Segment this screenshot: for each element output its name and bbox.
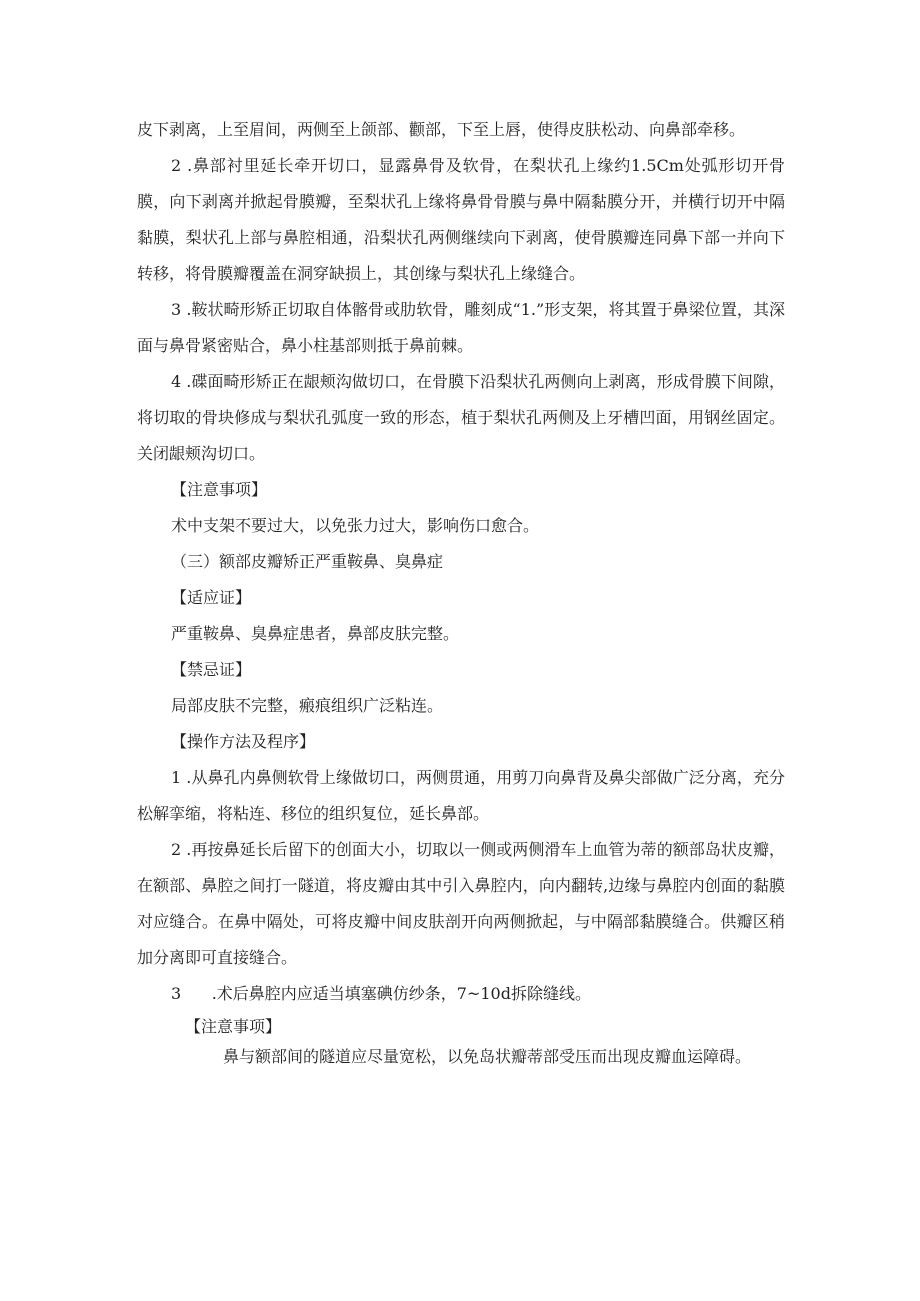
heading-precautions-2: 【注意事项】	[185, 1017, 282, 1036]
document-body	[137, 112, 785, 1072]
heading-contraindications: 【禁忌证】	[171, 660, 252, 679]
paragraph-precautions-2: 鼻与额部间的隧道应尽量宽松，以免岛状瓣蒂部受压而出现皮瓣血运障碍。	[223, 1047, 752, 1066]
paragraph-procedure-step-1: 1 .从鼻孔内鼻侧软骨上缘做切口，两侧贯通，用剪刀向鼻背及鼻尖部做广泛分离，充分松解挛缩，将粘连、移位的组织复位，延长鼻部。	[137, 768, 785, 823]
heading-indications: 【适应证】	[171, 588, 252, 607]
section-title-forehead-flap: （三）额部皮瓣矫正严重鞍鼻、臭鼻症	[171, 552, 444, 571]
paragraph-procedure-step-2: 2 .再按鼻延长后留下的创面大小，切取以一侧或两侧滑车上血管为蒂的额部岛状皮瓣，在额部、鼻腔之间打一隧道，将皮瓣由其中引入鼻腔内，向内翻转,边缘与鼻腔内创面的黏膜对应缝合。在鼻中隔处，可将皮瓣中间皮肤剖开向两侧掀起，与中隔部黏膜缝合。供瓣区稍加分离即可直接缝合。	[137, 840, 785, 967]
paragraph-step-4-dish-face: 4 .碟面畸形矫正在龈颊沟做切口，在骨膜下沿梨状孔两侧向上剥离，形成骨膜下间隙，将切取的骨块修成与梨状孔弧度一致的形态，植于梨状孔两侧及上牙槽凹面，用钢丝固定。关闭龈颊沟切口。	[137, 372, 785, 463]
paragraph-precautions-1: 术中支架不要过大，以免张力过大，影响伤口愈合。	[171, 516, 540, 535]
paragraph-skin-dissection: 皮下剥离，上至眉间，两侧至上颌部、颧部，下至上唇，使得皮肤松动、向鼻部牵移。	[137, 120, 746, 139]
paragraph-step-2-lining: 2 .鼻部衬里延长牵开切口，显露鼻骨及软骨，在梨状孔上缘约1.5Cm处弧形切开骨膜，向下剥离并掀起骨膜瓣，至梨状孔上缘将鼻骨骨膜与鼻中隔黏膜分开，并横行切开中隔黏膜，梨状孔上部与鼻腔相通，沿梨状孔两侧继续向下剥离，使骨膜瓣连同鼻下部一并向下转移，将骨膜瓣覆盖在洞穿缺损上，其创缘与梨状孔上缘缝合。	[137, 156, 785, 283]
paragraph-procedure-step-3: 3 .术后鼻腔内应适当填塞碘仿纱条，7~10d拆除缝线。	[171, 984, 591, 1003]
paragraph-contraindications: 局部皮肤不完整，瘢痕组织广泛粘连。	[171, 696, 444, 715]
heading-precautions-1: 【注意事项】	[171, 480, 268, 499]
heading-procedure: 【操作方法及程序】	[171, 732, 316, 751]
paragraph-step-3-saddle: 3 .鞍状畸形矫正切取自体髂骨或肋软骨，雕刻成“1.”形支架，将其置于鼻梁位置，其深面与鼻骨紧密贴合，鼻小柱基部则抵于鼻前棘。	[137, 300, 785, 355]
paragraph-indications: 严重鞍鼻、臭鼻症患者，鼻部皮肤完整。	[171, 624, 460, 643]
